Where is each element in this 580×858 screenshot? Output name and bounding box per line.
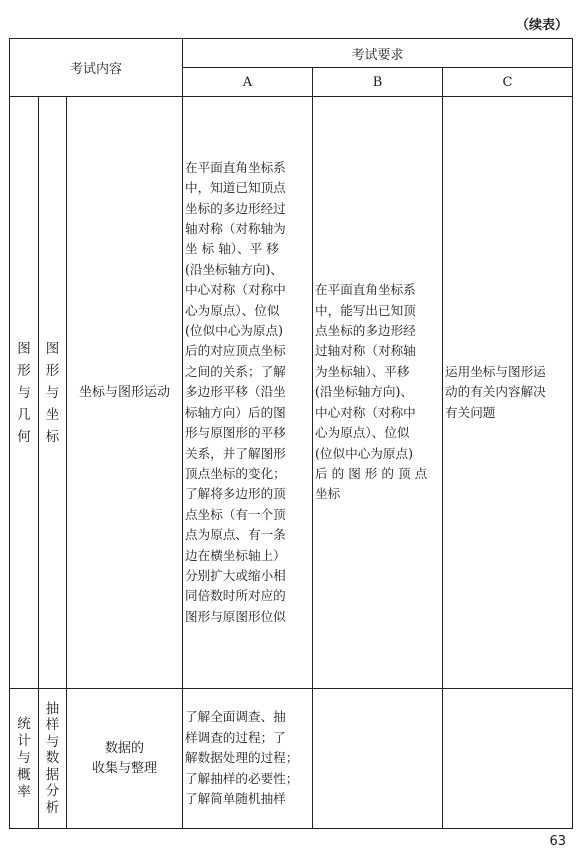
domain-char: 概 xyxy=(17,767,31,783)
level-a-line: 了解将多边形的顶 xyxy=(185,486,286,502)
level-b-line: 坐标 xyxy=(315,486,341,502)
level-a-line: (位似中心为原点) xyxy=(185,323,283,339)
level-a-line: 样调查的过程；了 xyxy=(185,729,286,745)
level-a-line: 同倍数时所对应的 xyxy=(185,588,286,604)
level-b-line: (沿坐标轴方向)、 xyxy=(315,384,413,400)
topic-text: 收集与整理 xyxy=(91,760,157,776)
sub-domain-char: 样 xyxy=(45,717,60,734)
level-a-line: 在平面直角坐标系 xyxy=(185,159,286,175)
sub-domain-cell xyxy=(39,97,67,689)
level-a-line: 心为原点）、位似 xyxy=(185,302,280,318)
sub-domain-cell xyxy=(39,689,67,829)
level-b-line: 心为原点）、位似 xyxy=(315,425,410,441)
domain-char: 统 xyxy=(17,716,31,732)
sub-domain-char: 标 xyxy=(45,428,60,445)
level-a-line: 点为原点、有一条 xyxy=(185,527,286,543)
level-b-line: 点坐标的多边形经 xyxy=(315,323,416,339)
domain-cell xyxy=(10,689,39,829)
level-a-line: 中心对称（对称中 xyxy=(185,282,286,298)
sub-domain-char: 分 xyxy=(45,783,60,800)
level-a-line: 中，知道已知顶点 xyxy=(185,180,286,196)
domain-char: 率 xyxy=(17,784,31,800)
level-a-line: 形与原图形的平移 xyxy=(185,425,286,441)
sub-domain-char: 析 xyxy=(45,799,60,816)
level-a-line: 坐 标 轴）、平 移 xyxy=(185,241,279,257)
level-b-line: 中，能写出已知顶 xyxy=(315,302,416,318)
level-a-line: 顶点坐标的变化； xyxy=(185,465,286,481)
domain-char: 与 xyxy=(17,750,31,766)
level-b-line: (位似中心为原点) xyxy=(315,445,413,461)
domain-char: 与 xyxy=(17,384,31,401)
level-c-cell xyxy=(443,97,573,689)
level-a-line: 多边形平移（沿坐 xyxy=(185,384,286,400)
level-a-line: 之间的关系；了解 xyxy=(185,363,286,379)
level-a-line: 标轴方向）后的图 xyxy=(185,404,286,420)
level-a-line: 分别扩大或缩小相 xyxy=(185,567,286,583)
level-a-line: 边在横坐标轴上） xyxy=(185,547,286,563)
level-a-line: 了解抽样的必要性； xyxy=(185,770,299,786)
level-a-line: 轴对称（对称轴为 xyxy=(185,221,286,237)
domain-char: 何 xyxy=(17,428,31,445)
exam-requirements-table xyxy=(9,38,573,829)
level-a-line: 后的对应顶点坐标 xyxy=(185,343,286,359)
level-a-cell xyxy=(183,689,313,829)
level-c-cell xyxy=(443,689,573,829)
sub-domain-char: 与 xyxy=(45,384,60,401)
sub-domain-char: 形 xyxy=(45,362,60,379)
level-a-line: 坐标的多边形经过 xyxy=(185,200,286,216)
level-a-cell xyxy=(183,97,313,689)
level-a-line: 关系，并了解图形 xyxy=(185,445,286,461)
level-c-line: 动的有关内容解决 xyxy=(445,384,546,400)
sub-domain-char: 与 xyxy=(45,733,60,750)
level-b-line: 后 的 图 形 的 顶 点 xyxy=(315,465,428,481)
topic-text: 坐标与图形运动 xyxy=(78,384,170,400)
level-a-line: 了解全面调查、抽 xyxy=(185,709,286,725)
header-level-b: B xyxy=(313,68,443,97)
topic-cell xyxy=(67,689,183,829)
level-a-line: (沿坐标轴方向)、 xyxy=(185,261,283,277)
domain-cell xyxy=(10,97,39,689)
sub-domain-char: 据 xyxy=(45,766,60,783)
level-b-line: 为坐标轴）、平移 xyxy=(315,363,410,379)
level-b-cell xyxy=(313,97,443,689)
level-b-cell xyxy=(313,689,443,829)
continued-label: （续表） xyxy=(515,18,568,33)
level-a-line: 了解简单随机抽样 xyxy=(185,791,286,807)
level-c-line: 运用坐标与图形运 xyxy=(445,363,546,379)
level-b-line: 在平面直角坐标系 xyxy=(315,282,416,298)
level-a-line: 解数据处理的过程； xyxy=(185,750,299,766)
level-a-line: 图形与原图形位似 xyxy=(185,608,286,624)
domain-char: 形 xyxy=(17,362,31,379)
sub-domain-char: 抽 xyxy=(45,700,60,717)
topic-cell xyxy=(67,97,183,689)
sub-domain-char: 坐 xyxy=(45,406,60,423)
topic-text: 数据的 xyxy=(104,740,144,756)
level-b-line: 中心对称（对称中 xyxy=(315,404,416,420)
header-level-c: C xyxy=(443,68,573,97)
sub-domain-char: 图 xyxy=(45,340,60,357)
header-level-a: A xyxy=(183,68,313,97)
level-a-line: 点坐标（有一个顶 xyxy=(185,506,286,522)
domain-char: 图 xyxy=(17,340,31,357)
domain-char: 几 xyxy=(17,406,31,423)
page-number: 63 xyxy=(549,834,566,849)
header-requirements: 考试要求 xyxy=(183,39,573,68)
level-b-line: 过轴对称（对称轴 xyxy=(315,343,416,359)
domain-char: 计 xyxy=(17,733,31,749)
header-content: 考试内容 xyxy=(10,39,183,97)
level-c-line: 有关问题 xyxy=(445,404,496,420)
sub-domain-char: 数 xyxy=(45,750,60,767)
